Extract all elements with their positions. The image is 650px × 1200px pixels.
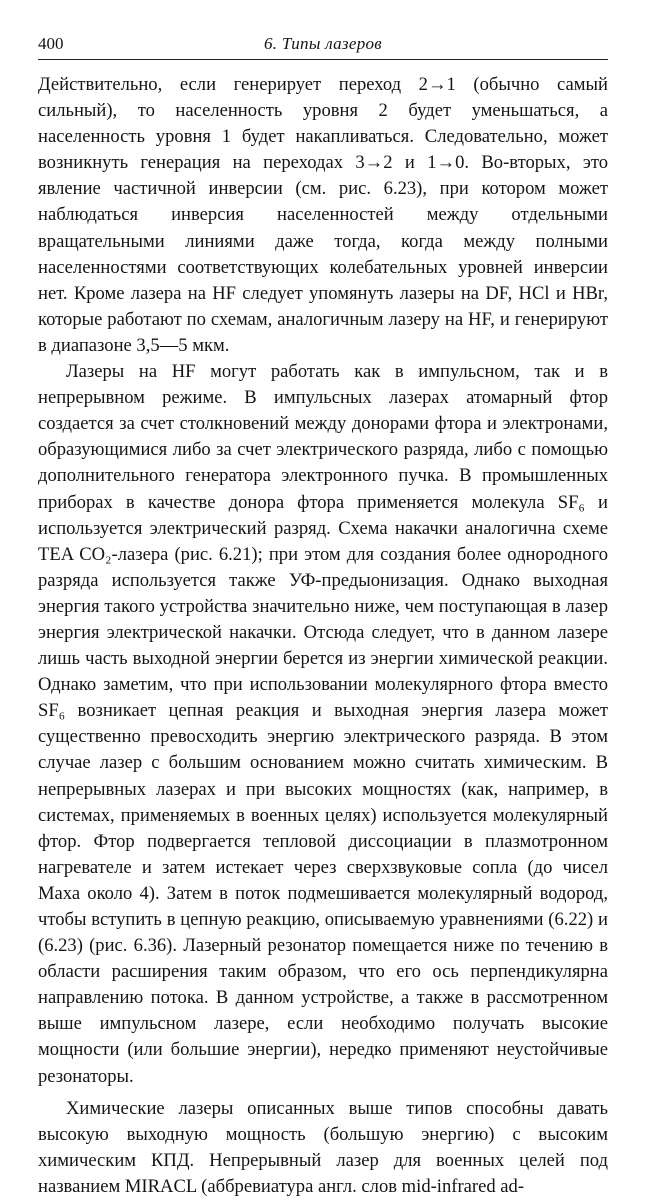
page-header: [38, 32, 608, 60]
paragraph-1: Действительно, если генерирует переход 2→1 (обычно самый сильный), то населенность уровня 2 будет уменьшаться, а населенность уровня 1 будет накапливаться. Следовательно, может возникнуть генерация на переходах 3→2 и 1→0. Во-вторых, это явление частичной инверсии (см. рис. 6.23), при котором может наблюдаться инверсия населенностей между отдельными вращательными линиями даже тогда, когда между полными населенностями соответствующих колебательных уровней инверсии нет. Кроме лазера на HF следует упомянуть лазеры на DF, HCl и HBr, которые работают по схемам, аналогичным лазеру на HF, и генерируют в диапазоне 3,5—5 мкм.: [38, 74, 608, 356]
paragraph-2: Лазеры на HF могут работать как в импульсном, так и в непрерывном режиме. В импульсных лазерах атомарный фтор создается за счет столкновений между донорами фтора и электронами, образующимися либо за счет электрического разряда, либо с помощью дополнительного генератора электронного пучка. В промышленных приборах в качестве донора фтора применяется молекула SF₆ и используется электрический разряд. Схема накачки аналогична схеме TEA CO₂-лазера (рис. 6.21); при этом для создания более однородного разряда используется также УФ-предыонизация. Однако выходная энергия такого устройства значительно ниже, чем поступающая в лазер энергия электрической накачки. Отсюда следует, что в данном лазере лишь часть выходной энергии берется из энергии химической реакции. Однако заметим, что при использовании молекулярного фтора вместо SF₆ возникает цепная реакция и выходная энергия лазера может существенно превосходить энергию электрического разряда. В этом случае лазер с большим основанием можно считать химическим. В непрерывных лазерах и при высоких мощностях (как, например, в системах, применяемых в военных целях) используется молекулярный фтор. Фтор подвергается тепловой диссоциации в плазмотронном нагревателе и затем истекает через сверхзвуковые сопла (до чисел Маха около 4). Затем в поток подмешивается молекулярный водород, чтобы вступить в цепную реакцию, описываемую уравнениями (6.22) и (6.23) (рис. 6.36). Лазерный резонатор помещается ниже по течению в области расширения таким образом, что его ось перпендикулярна направлению потока. В данном устройстве, а также в рассмотренном выше импульсном лазере, если необходимо получать высокие мощности (или большие энергии), нередко применяют неустойчивые резонаторы.: [38, 361, 608, 1087]
body-text: [38, 72, 608, 1200]
paragraph-3: Химические лазеры описанных выше типов способны давать высокую выходную мощность (большую энергию) с высоким химическим КПД. Непрерывный лазер для военных целей под названием MIRACL (аббревиатура англ. слов mid-infrared ad-: [38, 1097, 608, 1197]
running-title: 6. Типы лазеров: [264, 34, 382, 53]
page-number: 400: [38, 34, 64, 53]
